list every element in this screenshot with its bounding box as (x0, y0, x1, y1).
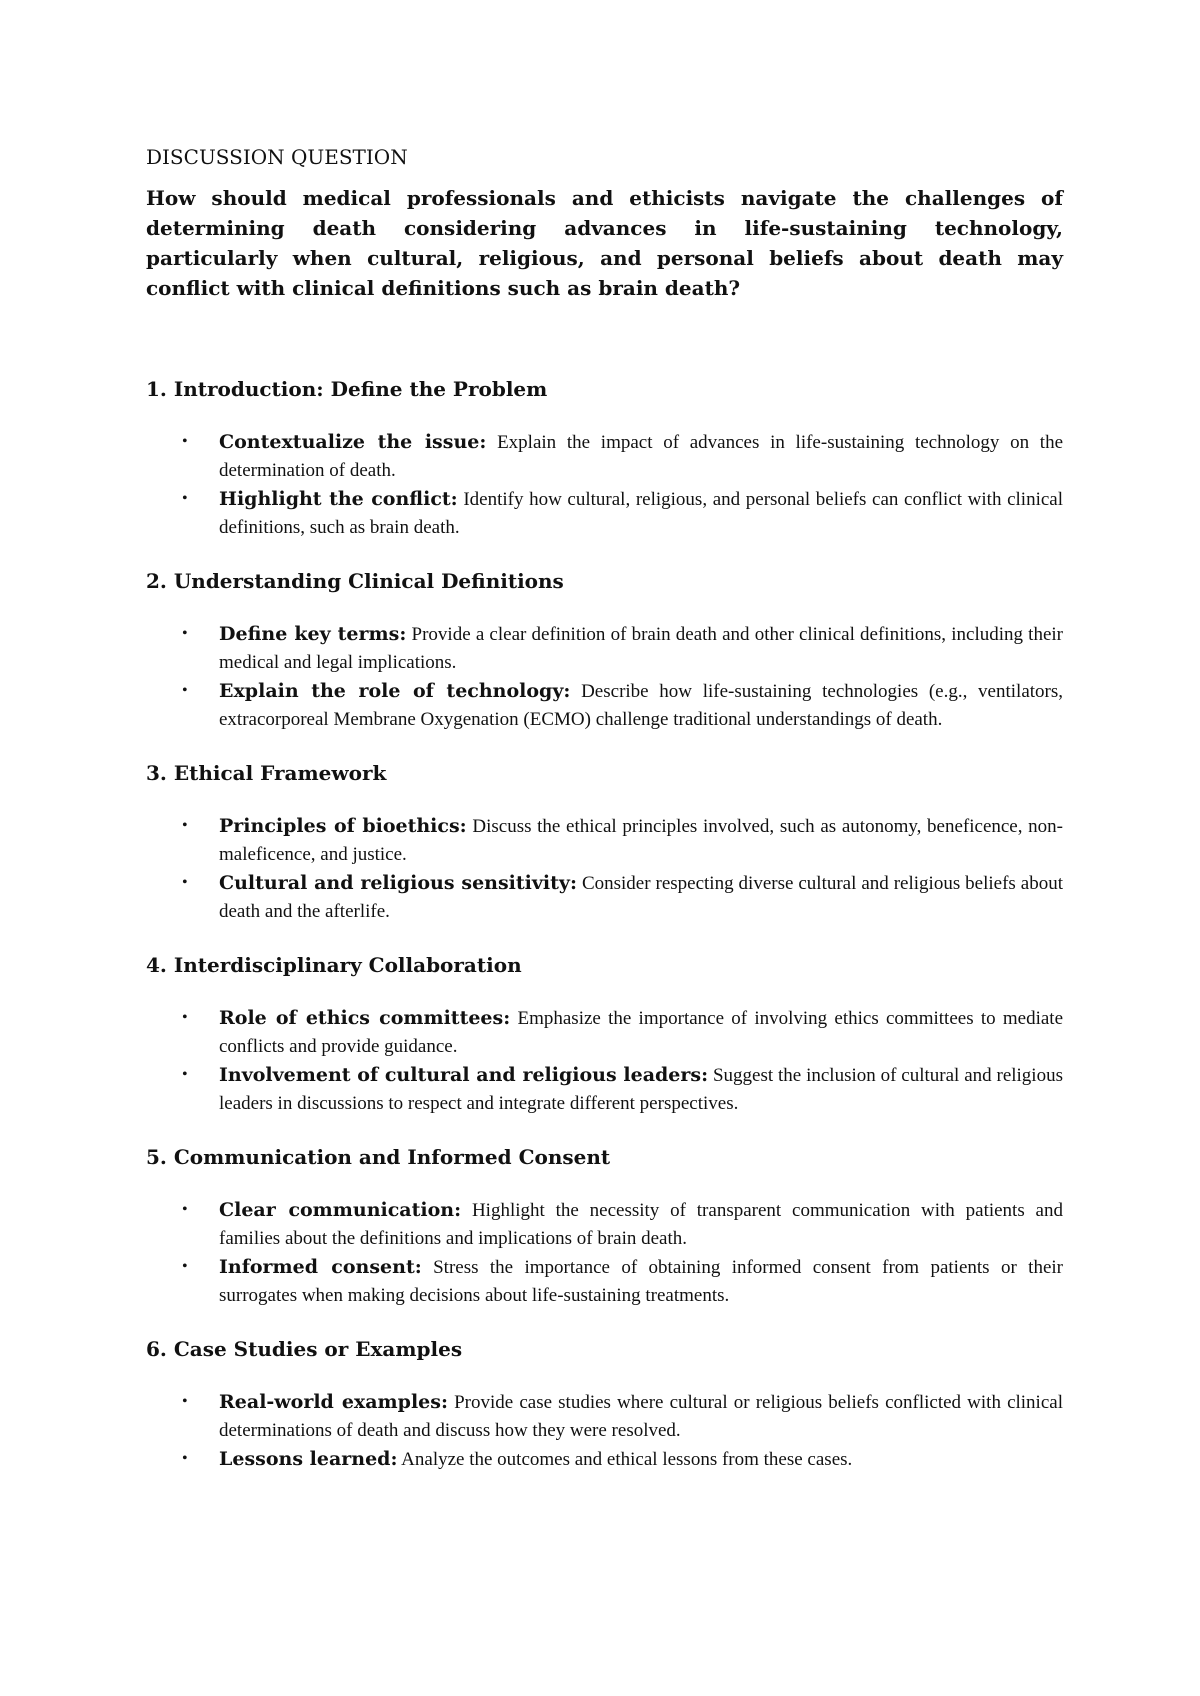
discussion-question: How should medical professionals and ethicists navigate the challenges of determining death considering advances in life-sustaining technology, particularly when cultural, religious, and personal beliefs about death may conflict with clinical definitions such as brain death? (146, 186, 1063, 300)
bullet-text: Describe how life-sustaining technologies (e.g., ventilators, extracorporeal Membrane Oxygenation (ECMO) challenge traditional understandings of death. (219, 681, 1064, 730)
bullet-term: Lessons learned: (219, 1448, 398, 1470)
section-heading: 4. Interdisciplinary Collaboration (146, 953, 522, 977)
section-heading: 1. Introduction: Define the Problem (146, 377, 548, 401)
section-introduction (146, 375, 1063, 542)
document-content (146, 142, 1063, 1499)
bullet-list (146, 1388, 1063, 1474)
bullet-icon: • (182, 625, 188, 642)
bullet-item (146, 1445, 1063, 1474)
bullet-icon: • (182, 433, 188, 450)
section-case-studies (146, 1335, 1063, 1474)
bullet-list (146, 812, 1063, 926)
bullet-icon: • (182, 1393, 188, 1410)
bullet-icon: • (182, 1258, 188, 1275)
bullet-text: Identify how cultural, religious, and personal beliefs can conflict with clinical definitions, such as brain death. (219, 489, 1063, 538)
section-heading: 2. Understanding Clinical Definitions (146, 569, 564, 593)
section-heading: 3. Ethical Framework (146, 761, 387, 785)
section-communication-consent (146, 1143, 1063, 1310)
bullet-term: Real-world examples: (219, 1391, 448, 1413)
bullet-term: Principles of bioethics: (219, 815, 467, 837)
bullet-text: Provide case studies where cultural or religious beliefs conflicted with clinical determinations of death and discuss how they were resolved. (219, 1392, 1063, 1441)
bullet-item (146, 1253, 1063, 1310)
spacer (146, 303, 1063, 375)
bullet-list (146, 428, 1063, 542)
bullet-text: Discuss the ethical principles involved, such as autonomy, beneficence, non-maleficence, and justice. (219, 816, 1063, 865)
bullet-item (146, 1388, 1063, 1445)
bullet-list (146, 1004, 1063, 1118)
bullet-text: Highlight the necessity of transparent communication with patients and families about the definitions and implications of brain death. (219, 1200, 1063, 1249)
bullet-term: Explain the role of technology: (219, 680, 571, 702)
section-heading: 6. Case Studies or Examples (146, 1337, 463, 1361)
bullet-icon: • (182, 682, 188, 699)
bullet-term: Clear communication: (219, 1199, 462, 1221)
bullet-term: Contextualize the issue: (219, 431, 487, 453)
bullet-icon: • (182, 1450, 188, 1467)
bullet-term: Informed consent: (219, 1256, 422, 1278)
bullet-item (146, 1196, 1063, 1253)
bullet-item (146, 428, 1063, 485)
section-clinical-definitions (146, 567, 1063, 734)
bullet-term: Role of ethics committees: (219, 1007, 511, 1029)
bullet-icon: • (182, 490, 188, 507)
bullet-term: Cultural and religious sensitivity: (219, 872, 577, 894)
bullet-icon: • (182, 817, 188, 834)
bullet-icon: • (182, 874, 188, 891)
bullet-term: Highlight the conflict: (219, 488, 458, 510)
bullet-term: Define key terms: (219, 623, 407, 645)
bullet-item (146, 869, 1063, 926)
section-ethical-framework (146, 759, 1063, 926)
bullet-text: Emphasize the importance of involving ethics committees to mediate conflicts and provide guidance. (219, 1008, 1063, 1057)
bullet-item (146, 1004, 1063, 1061)
bullet-list (146, 1196, 1063, 1310)
bullet-text: Analyze the outcomes and ethical lessons from these cases. (397, 1449, 853, 1470)
bullet-item (146, 620, 1063, 677)
bullet-term: Involvement of cultural and religious leaders: (219, 1064, 709, 1086)
document-label: DISCUSSION QUESTION (146, 145, 408, 169)
bullet-text: Explain the impact of advances in life-sustaining technology on the determination of death. (219, 432, 1064, 481)
bullet-icon: • (182, 1201, 188, 1218)
bullet-text: Suggest the inclusion of cultural and religious leaders in discussions to respect and integrate different perspectives. (219, 1065, 1063, 1114)
section-heading: 5. Communication and Informed Consent (146, 1145, 611, 1169)
bullet-icon: • (182, 1066, 188, 1083)
bullet-text: Stress the importance of obtaining informed consent from patients or their surrogates when making decisions about life-sustaining treatments. (219, 1257, 1063, 1306)
bullet-item (146, 677, 1063, 734)
bullet-item (146, 485, 1063, 542)
bullet-text: Provide a clear definition of brain death and other clinical definitions, including their medical and legal implications. (219, 624, 1063, 673)
bullet-list (146, 620, 1063, 734)
section-interdisciplinary-collaboration (146, 951, 1063, 1118)
bullet-text: Consider respecting diverse cultural and religious beliefs about death and the afterlife. (219, 873, 1063, 922)
bullet-icon: • (182, 1009, 188, 1026)
bullet-item (146, 1061, 1063, 1118)
bullet-item (146, 812, 1063, 869)
